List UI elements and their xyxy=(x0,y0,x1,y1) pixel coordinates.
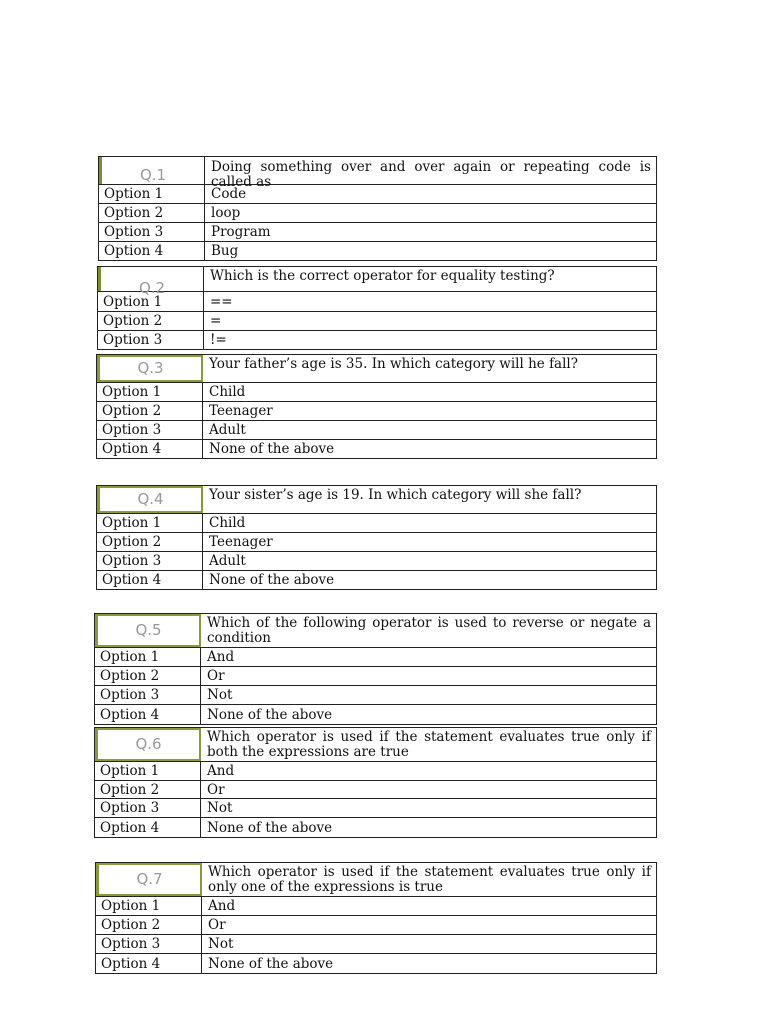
option-value: Teenager xyxy=(209,403,273,419)
question-text: Which operator is used if the statement evaluates true only if only one of the expressions is true xyxy=(208,864,651,895)
question-text: Which is the correct operator for equality testing? xyxy=(210,268,555,284)
option-row xyxy=(97,383,656,402)
question-text: Your sister’s age is 19. In which category will she fall? xyxy=(209,487,582,503)
option-value: Teenager xyxy=(209,534,273,550)
option-row xyxy=(95,818,656,837)
question-row xyxy=(99,157,656,190)
question-number: Q.2 xyxy=(138,279,166,297)
option-label: Option 2 xyxy=(98,312,204,330)
option-label: Option 4 xyxy=(97,440,203,458)
question-number-cell xyxy=(97,486,203,513)
option-value: Not xyxy=(207,800,233,816)
question-row xyxy=(97,355,656,383)
option-row xyxy=(97,533,656,552)
option-row xyxy=(95,648,656,667)
option-value: loop xyxy=(211,205,241,221)
option-value: Child xyxy=(209,384,246,400)
option-label: Option 1 xyxy=(98,292,204,311)
option-label: Option 3 xyxy=(97,552,203,570)
option-value: Or xyxy=(207,668,225,684)
option-row xyxy=(99,223,656,242)
option-value: == xyxy=(210,293,233,310)
question-table-q6 xyxy=(94,727,657,838)
question-row xyxy=(97,486,656,514)
option-label: Option 4 xyxy=(95,705,201,724)
option-value: Or xyxy=(207,781,225,798)
question-number: Q.5 xyxy=(135,620,162,639)
option-label: Option 1 xyxy=(99,185,205,203)
option-value: Not xyxy=(208,936,234,952)
option-value: And xyxy=(207,763,235,779)
option-row xyxy=(99,204,656,223)
option-row xyxy=(95,781,656,799)
option-row xyxy=(99,185,656,204)
question-number-cell xyxy=(97,355,203,382)
question-row xyxy=(95,614,656,648)
question-table-q7 xyxy=(95,862,657,974)
option-row xyxy=(97,440,656,458)
option-row xyxy=(96,935,656,954)
option-label: Option 2 xyxy=(95,667,201,685)
option-row xyxy=(95,705,656,724)
question-number-cell xyxy=(95,728,201,761)
question-row xyxy=(95,728,656,762)
question-number: Q.3 xyxy=(137,358,164,377)
question-number: Q.1 xyxy=(139,166,167,184)
option-row xyxy=(95,762,656,781)
option-value: = xyxy=(210,313,222,329)
option-value: None of the above xyxy=(209,441,335,457)
option-row xyxy=(98,292,656,312)
option-label: Option 3 xyxy=(97,421,203,439)
option-value: None of the above xyxy=(209,572,335,588)
option-value: Bug xyxy=(211,243,239,259)
option-row xyxy=(97,552,656,571)
option-row xyxy=(97,514,656,533)
option-row xyxy=(96,897,656,916)
option-row xyxy=(96,954,656,973)
option-value: Or xyxy=(208,917,226,933)
question-row xyxy=(98,267,656,297)
option-value: Child xyxy=(209,515,246,531)
option-value: Adult xyxy=(209,422,246,438)
option-label: Option 4 xyxy=(95,818,201,837)
option-value: And xyxy=(207,649,235,665)
option-label: Option 3 xyxy=(95,686,201,704)
question-text: Doing something over and over again or repeating code is called as xyxy=(211,159,651,190)
option-row xyxy=(99,242,656,260)
option-label: Option 4 xyxy=(99,242,205,260)
option-value: Program xyxy=(211,224,271,240)
question-row xyxy=(96,863,656,897)
question-table-q4 xyxy=(96,485,657,590)
option-label: Option 2 xyxy=(95,781,201,798)
option-label: Option 1 xyxy=(95,648,201,666)
question-number-cell xyxy=(96,863,202,896)
option-label: Option 2 xyxy=(99,204,205,222)
option-value: != xyxy=(210,332,227,348)
question-number: Q.6 xyxy=(135,734,162,753)
question-number-cell xyxy=(95,614,201,647)
option-label: Option 3 xyxy=(99,223,205,241)
option-value: None of the above xyxy=(207,819,333,836)
option-value: Not xyxy=(207,687,233,703)
option-row xyxy=(97,571,656,589)
question-number: Q.4 xyxy=(137,489,164,508)
option-label: Option 2 xyxy=(96,916,202,934)
option-row xyxy=(95,799,656,818)
option-row xyxy=(97,421,656,440)
question-text: Which of the following operator is used to reverse or negate a condition xyxy=(207,615,651,646)
option-row xyxy=(97,402,656,421)
question-text: Your father’s age is 35. In which category will he fall? xyxy=(209,356,578,372)
option-value: None of the above xyxy=(207,706,333,723)
option-row xyxy=(98,331,656,349)
option-label: Option 1 xyxy=(97,383,203,401)
question-text: Which operator is used if the statement evaluates true only if both the expressions are true xyxy=(207,729,651,760)
option-value: Code xyxy=(211,186,247,202)
option-row xyxy=(95,686,656,705)
option-label: Option 2 xyxy=(97,533,203,551)
option-value: None of the above xyxy=(208,955,334,972)
option-label: Option 3 xyxy=(96,935,202,953)
option-label: Option 3 xyxy=(98,331,204,349)
question-table-q5 xyxy=(94,613,657,725)
option-value: And xyxy=(208,898,236,914)
option-label: Option 1 xyxy=(95,762,201,780)
option-label: Option 4 xyxy=(96,954,202,973)
option-label: Option 3 xyxy=(95,799,201,817)
question-number-cell xyxy=(99,157,205,184)
question-table-q3 xyxy=(96,354,657,459)
option-row xyxy=(95,667,656,686)
option-value: Adult xyxy=(209,553,246,569)
option-label: Option 1 xyxy=(96,897,202,915)
question-table-q1 xyxy=(98,156,657,261)
question-number-cell xyxy=(98,267,204,297)
question-number: Q.7 xyxy=(136,869,163,888)
option-label: Option 2 xyxy=(97,402,203,420)
option-row xyxy=(98,312,656,331)
question-table-q2 xyxy=(97,266,657,350)
option-label: Option 4 xyxy=(97,571,203,589)
option-row xyxy=(96,916,656,935)
option-label: Option 1 xyxy=(97,514,203,532)
